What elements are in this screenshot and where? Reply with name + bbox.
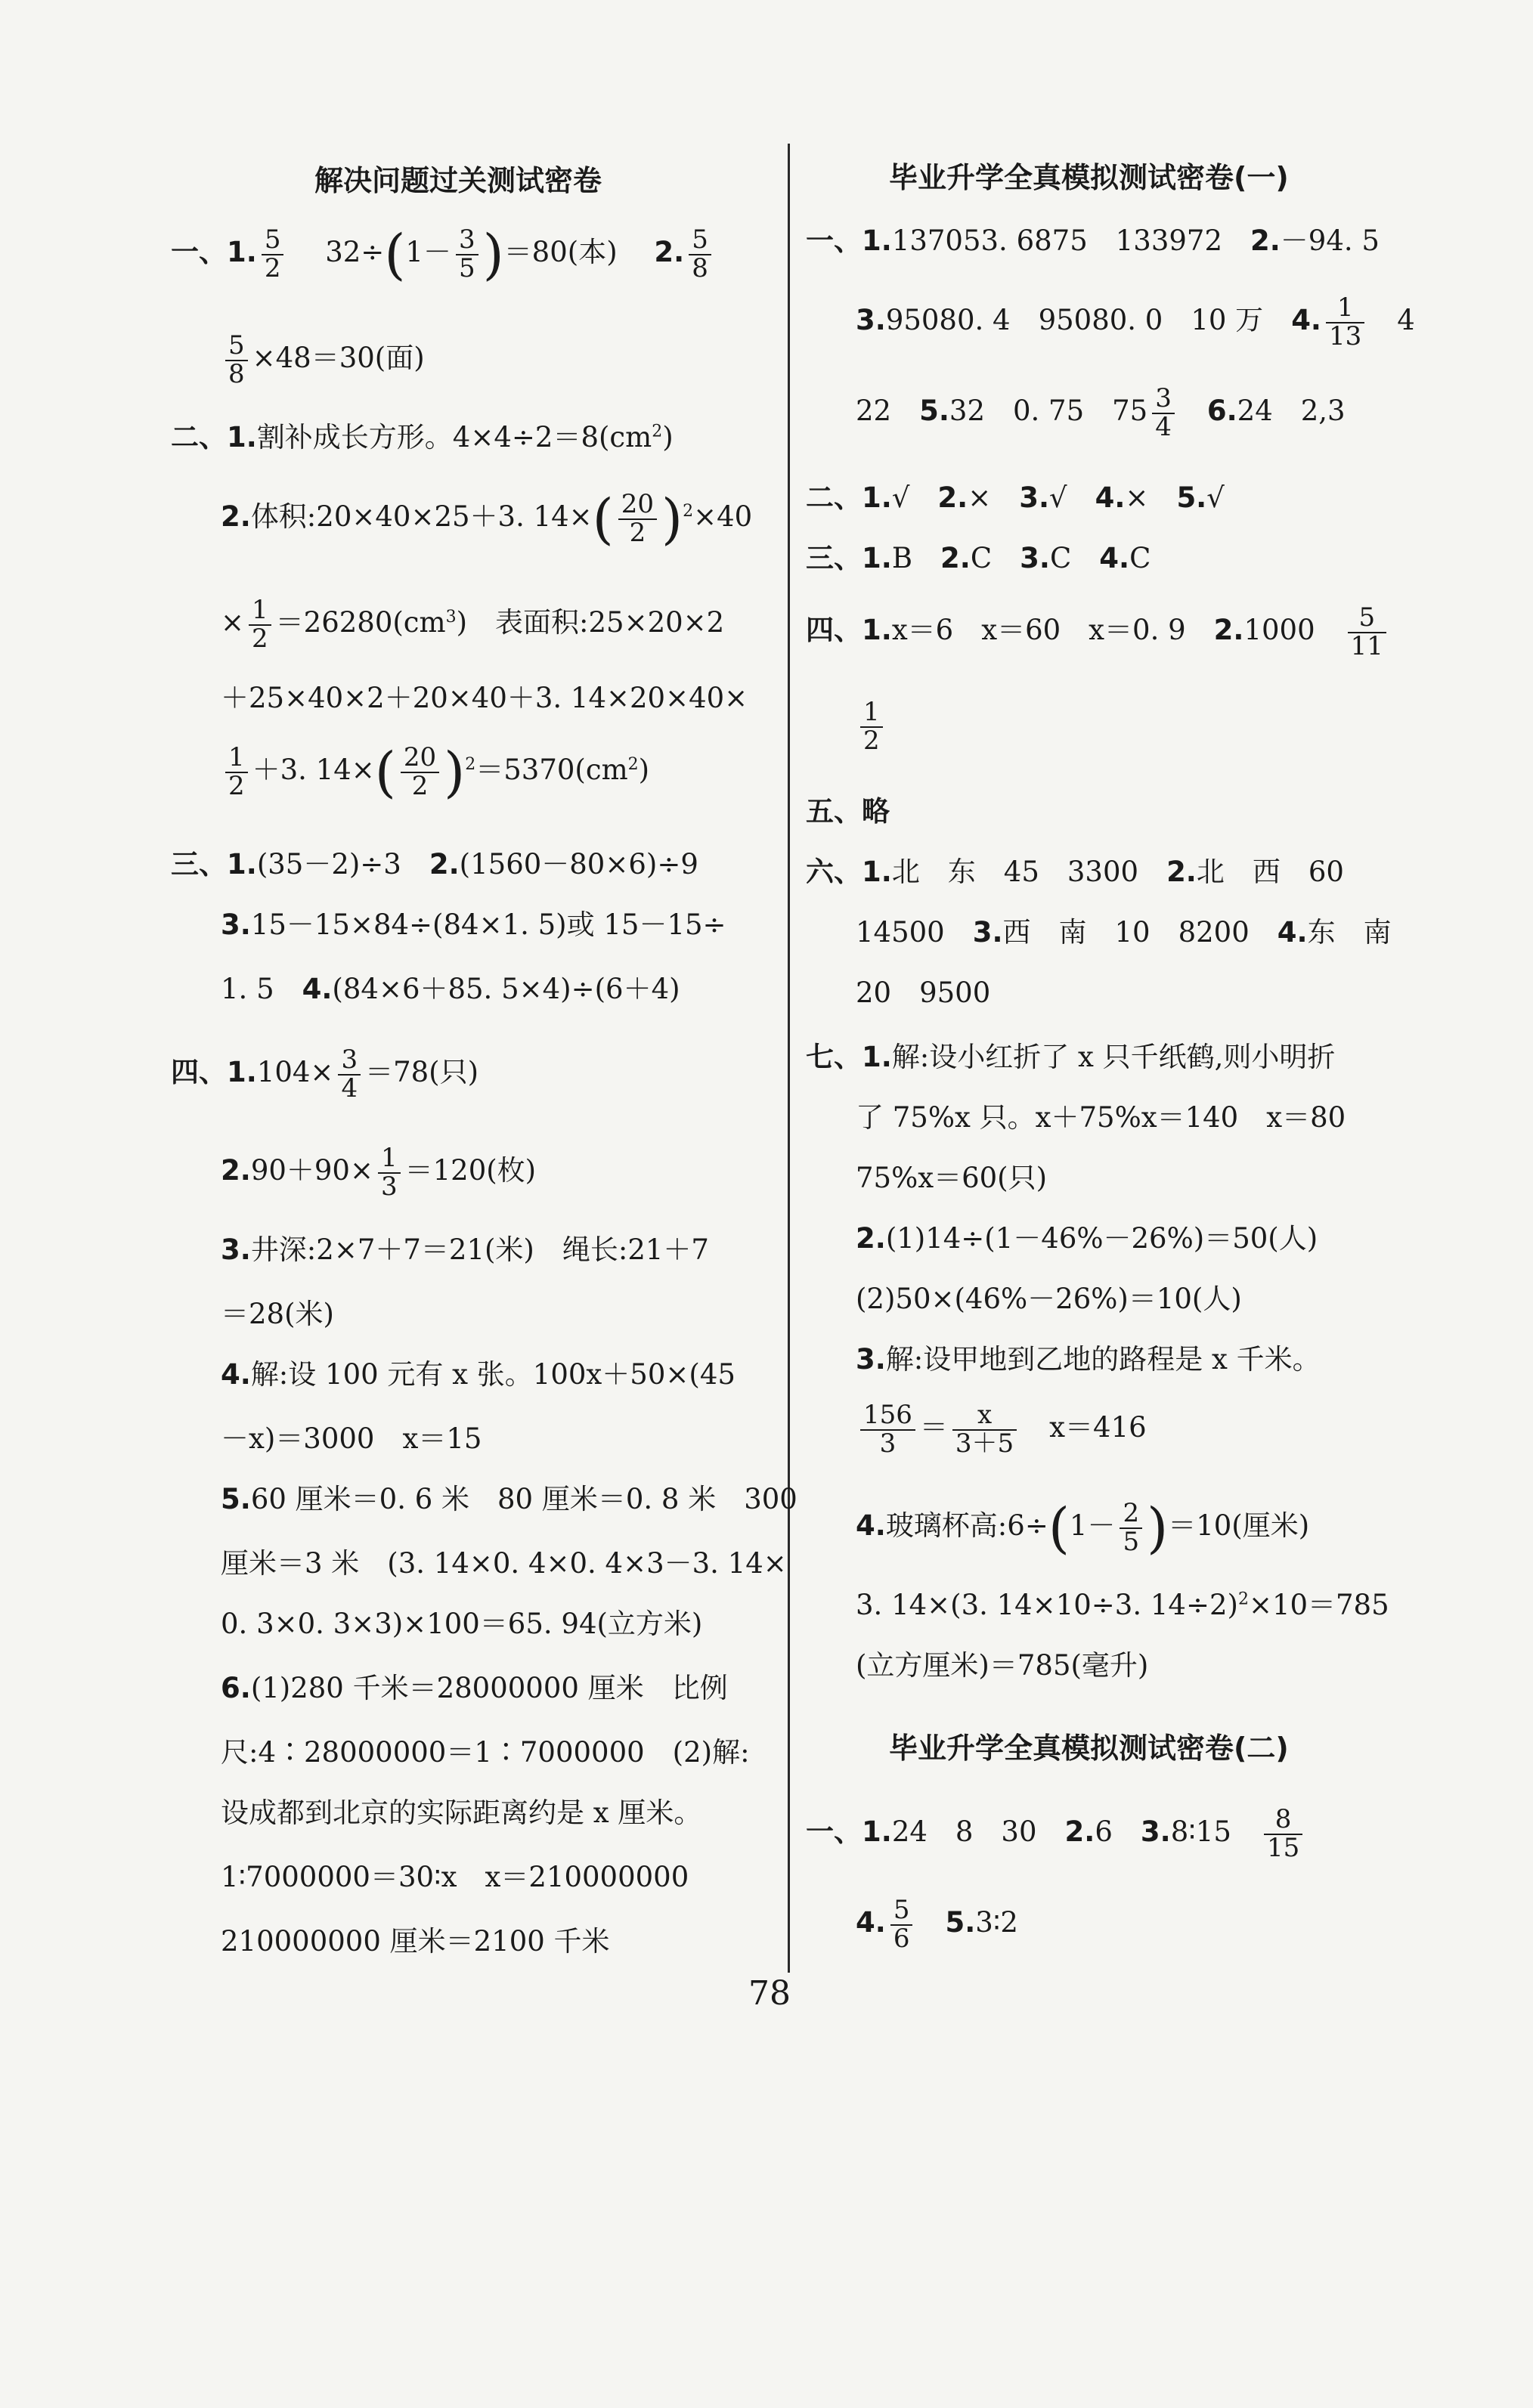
answer-line: 七、1.解:设小红折了 x 只千纸鹤,则小明折 [806,1041,1336,1073]
answer-line: 4.解:设 100 元有 x 张。100x＋50×(45 [221,1358,736,1391]
answer-line: 1∶7000000＝30∶x x＝210000000 [221,1861,689,1893]
answer-line: ＋25×40×2＋20×40＋3. 14×20×40× [221,682,748,714]
column-divider [788,144,790,1973]
answer-line: 210000000 厘米＝2100 千米 [221,1925,610,1958]
answer-line: 了 75%x 只。x＋75%x＝140 x＝80 [856,1101,1346,1134]
section-title: 解决问题过关测试密卷 [314,164,602,197]
section-title: 毕业升学全真模拟测试密卷(一) [889,161,1289,194]
answer-line: 2.体积:20×40×25＋3. 14×( $\frac{20}{2}$ )$^2$×40 [221,487,753,551]
answer-line: $\frac{1}{2}$ [856,699,887,754]
answer-line: (2)50×(46%－26%)＝10(人) [856,1283,1242,1315]
answer-line: 三、1.(35－2)÷3 2.(1560－80×6)÷9 [171,848,698,881]
answer-line: 6.(1)280 千米＝28000000 厘米 比例 [221,1672,728,1704]
answer-line: 五、略 [806,795,890,828]
page-number: 78 [748,1974,791,2013]
answer-line: × $\frac{1}{2}$ $=26280(cm^3)$ 表面积:25×20×2 [221,595,725,654]
answer-line: $\frac{1}{2}$ ＋3. 14×( $\frac{20}{2}$ )$^2=5370(cm^2)$ [221,744,649,800]
answer-line: 3. 14×(3. 14×10÷3. 14÷2)$^2$×10＝785 [856,1589,1389,1621]
answer-line: 5.60 厘米＝0. 6 米 80 厘米＝0. 8 米 300 [221,1483,797,1515]
answer-line: 一、1. $\frac{5}{2}$ 32÷(1－ $\frac{3}{5}$ )＝80(本) 2. $\frac{5}{8}$ [171,227,716,282]
answer-line: ＝28(米) [221,1298,334,1330]
answer-line: 4.玻璃杯高:6÷(1－ $\frac{2}{5}$ )＝10(厘米) [856,1496,1310,1560]
answer-line: －x)＝3000 x＝15 [221,1422,482,1455]
section-title: 毕业升学全真模拟测试密卷(二) [889,1732,1289,1765]
answer-line: 4. $\frac{5}{6}$ 5.3∶2 [856,1895,1018,1954]
answer-line: 二、1.√ 2.× 3.√ 4.× 5.√ [806,481,1225,514]
answer-line: 二、1.割补成长方形。$4\times 4\div 2=8(cm^2)$ [171,421,674,453]
answer-line: 一、1.137053. 6875 133972 2.－94. 5 [806,224,1380,257]
answer-line: 3.15－15×84÷(84×1. 5)或 15－15÷ [221,908,726,941]
answer-line: 14500 3.西 南 10 8200 4.东 南 [856,916,1392,949]
answer-line: 设成都到北京的实际距离约是 x 厘米。 [221,1797,702,1829]
answer-line: 20 9500 [856,977,991,1009]
answer-line: 一、1.24 8 30 2.6 3.8∶15 $\frac{8}{15}$ [806,1806,1307,1862]
answer-line: 1. 5 4.(84×6＋85. 5×4)÷(6＋4) [221,973,680,1005]
answer-line: 2.(1)14÷(1－46%－26%)＝50(人) [856,1222,1318,1255]
answer-line: $\frac{156}{3}$ ＝ $\frac{x}{3+5}$ x＝416 [856,1402,1147,1457]
answer-line: 3.井深:2×7＋7＝21(米) 绳长:21＋7 [221,1233,709,1266]
answer-line: 六、1.北 东 45 3300 2.北 西 60 [806,856,1344,888]
answer-line: 三、1.B 2.C 3.C 4.C [806,542,1151,574]
answer-line: 四、1.104× $\frac{3}{4}$ ＝78(只) [171,1045,479,1103]
answer-line: $\frac{5}{8}$ ×48＝30(面) [221,333,425,388]
answer-line: 0. 3×0. 3×3)×100＝65. 94(立方米) [221,1608,703,1640]
answer-line: 厘米＝3 米 (3. 14×0. 4×0. 4×3－3. 14× [221,1547,787,1580]
answer-line: 四、1.x＝6 x＝60 x＝0. 9 2.1000 $\frac{5}{11}$ [806,605,1391,660]
answer-line: 3.解:设甲地到乙地的路程是 x 千米。 [856,1343,1321,1376]
answer-line: (立方厘米)＝785(毫升) [856,1649,1149,1682]
answer-line: 22 5.32 0. 75 75 $\frac{3}{4}$ 6.24 2,3 [856,383,1346,442]
answer-line: 75%x＝60(只) [856,1162,1048,1194]
answer-line: 尺:4∶28000000＝1∶7000000 (2)解: [221,1736,750,1769]
answer-line: 2.90＋90× $\frac{1}{3}$ ＝120(枚) [221,1143,537,1202]
answer-line: 3.95080. 4 95080. 0 10 万 4. $\frac{1}{13}$ 4 [856,292,1415,351]
